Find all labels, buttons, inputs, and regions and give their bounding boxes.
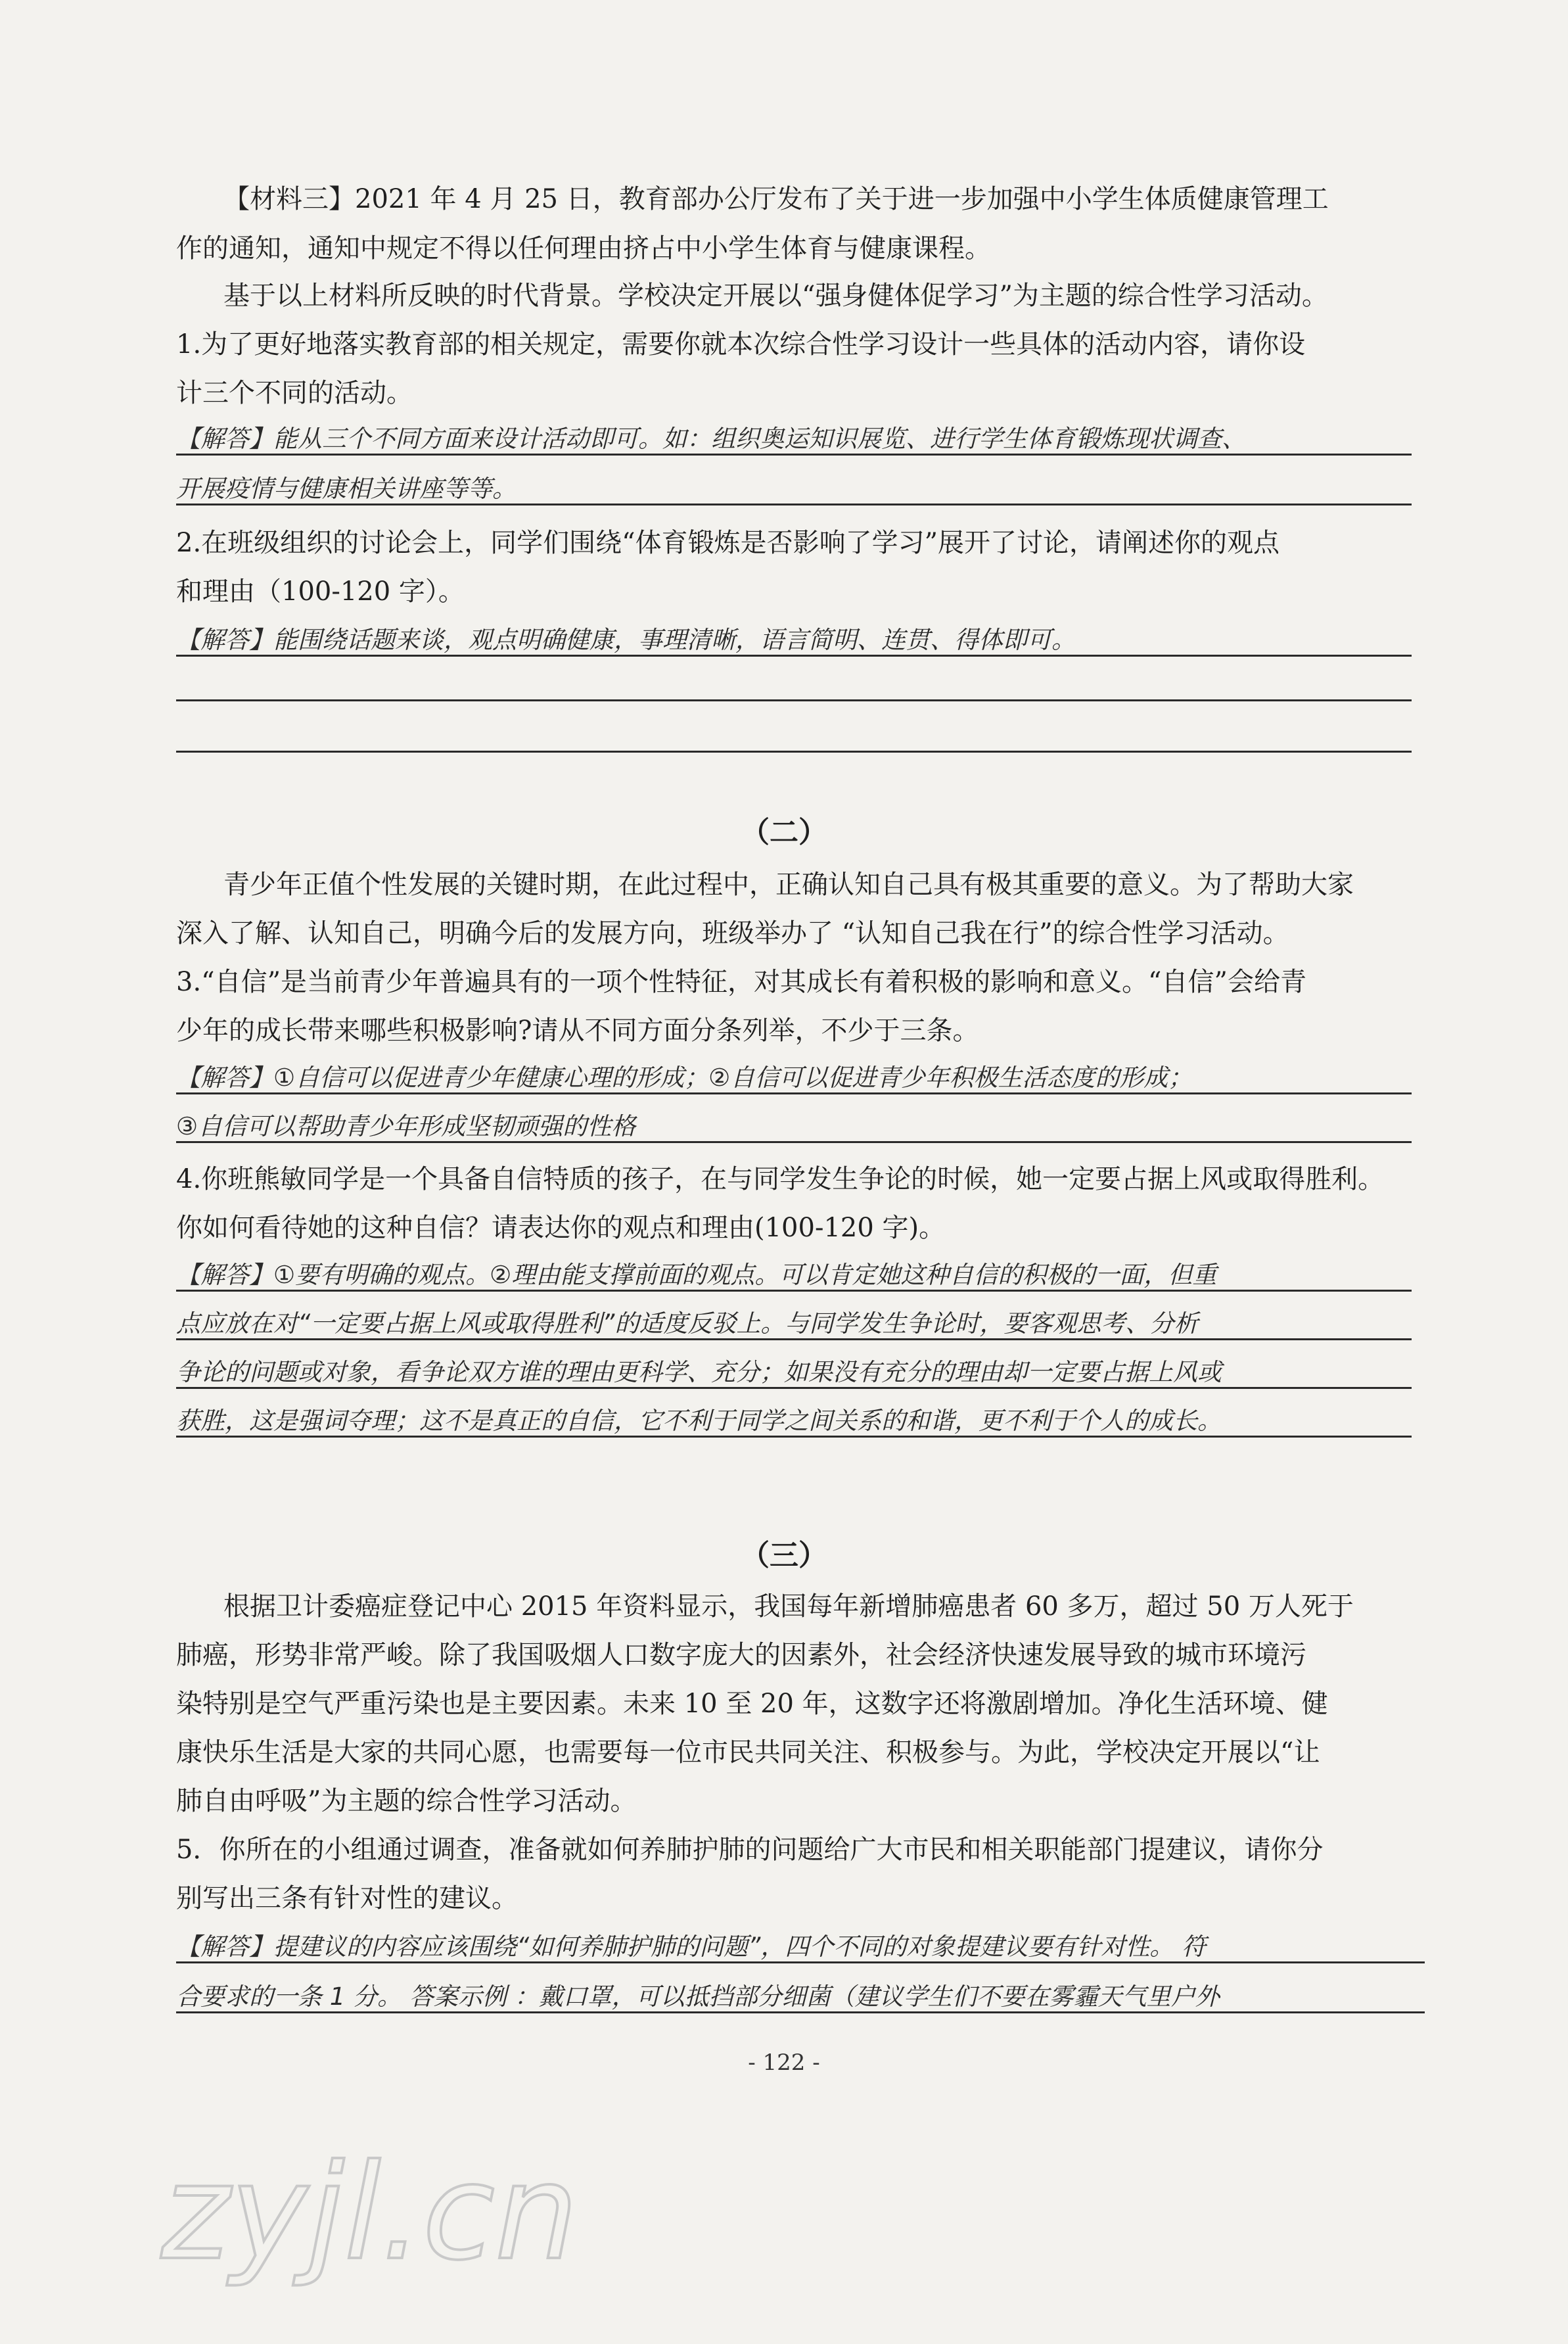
question-2-line-2: 和理由（100-120 字）。 <box>176 576 465 607</box>
question-1-line-1: 1.为了更好地落实教育部的相关规定，需要你就本次综合性学习设计一些具体的活动内容，请你设 <box>176 329 1306 360</box>
answer-underline <box>176 1338 1412 1340</box>
answer-5-line-1: 【解答】提建议的内容应该围绕“如何养肺护肺的问题”，四个不同的对象提建议要有针对性。 符 <box>176 1933 1207 1961</box>
section-3-intro-line-3: 染特别是空气严重污染也是主要因素。未来 10 至 20 年，这数字还将激剧增加。净化生活环境、健 <box>176 1689 1328 1719</box>
section-3-intro-line-4: 康快乐生活是大家的共同心愿，也需要每一位市民共同关注、积极参与。为此，学校决定开展以“让 <box>176 1737 1320 1768</box>
background-paragraph: 基于以上材料所反映的时代背景。学校决定开展以“强身健体促学习”为主题的综合性学习活动。 <box>223 281 1328 311</box>
answer-underline <box>176 454 1412 456</box>
watermark-text: zyjl.cn <box>161 2136 578 2289</box>
question-4-line-2: 你如何看待她的这种自信？请表达你的观点和理由(100-120 字)。 <box>176 1213 946 1243</box>
question-3-line-2: 少年的成长带来哪些积极影响?请从不同方面分条列举，不少于三条。 <box>176 1016 979 1046</box>
answer-underline <box>176 2011 1425 2013</box>
answer-underline <box>176 1961 1425 1963</box>
answer-underline <box>176 1436 1412 1438</box>
answer-1-line-1: 【解答】能从三个不同方面来设计活动即可。如：组织奥运知识展览、进行学生体育锻炼现状调查、 <box>176 425 1246 453</box>
section-3-intro-line-2: 肺癌，形势非常严峻。除了我国吸烟人口数字庞大的因素外，社会经济快速发展导致的城市环境污 <box>176 1640 1306 1670</box>
section-3-heading: （三） <box>741 1539 827 1572</box>
answer-2-line-1: 【解答】能围绕话题来谈，观点明确健康，事理清晰，语言简明、连贯、得体即可。 <box>176 626 1076 654</box>
watermark-logo <box>154 2133 693 2291</box>
section-3-intro-line-5: 肺自由呼吸”为主题的综合性学习活动。 <box>176 1786 637 1816</box>
question-1-line-2: 计三个不同的活动。 <box>176 378 413 408</box>
answer-4-line-3: 争论的问题或对象，看争论双方谁的理由更科学、充分；如果没有充分的理由却一定要占据上风或 <box>176 1358 1222 1386</box>
section-2-intro-line-1: 青少年正值个性发展的关键时期，在此过程中，正确认知自己具有极其重要的意义。为了帮助大家 <box>223 870 1354 900</box>
question-5-line-2: 别写出三条有针对性的建议。 <box>176 1883 518 1913</box>
answer-4-line-1: 【解答】①要有明确的观点。②理由能支撑前面的观点。可以肯定她这种自信的积极的一面，但重 <box>176 1261 1217 1289</box>
answer-underline <box>176 1290 1412 1292</box>
blank-answer-line <box>176 751 1412 753</box>
answer-underline <box>176 504 1412 505</box>
answer-underline <box>176 1387 1412 1389</box>
answer-underline <box>176 655 1412 657</box>
question-4-line-1: 4.你班熊敏同学是一个具备自信特质的孩子，在与同学发生争论的时候，她一定要占据上风或取得胜利。 <box>176 1164 1385 1194</box>
question-2-line-1: 2.在班级组织的讨论会上，同学们围绕“体育锻炼是否影响了学习”展开了讨论，请阐述你的观点 <box>176 528 1280 558</box>
answer-1-line-2: 开展疫情与健康相关讲座等等。 <box>176 475 517 503</box>
material3-line-1: 【材料三】2021 年 4 月 25 日，教育部办公厅发布了关于进一步加强中小学生体质健康管理工 <box>223 184 1329 214</box>
page-number: - 122 - <box>748 2050 820 2076</box>
answer-5-line-2: 合要求的一条 1 分。 答案示例 ：戴口罩，可以抵挡部分细菌（建议学生们不要在雾霾天气里户外 <box>176 1982 1220 2011</box>
material3-line-2: 作的通知，通知中规定不得以任何理由挤占中小学生体育与健康课程。 <box>176 233 991 264</box>
question-5-line-1: 5．你所在的小组通过调查，准备就如何养肺护肺的问题给广大市民和相关职能部门提建议，请你分 <box>176 1835 1324 1865</box>
blank-answer-line <box>176 699 1412 701</box>
answer-3-line-2: ③自信可以帮助青少年形成坚韧顽强的性格 <box>176 1112 636 1140</box>
answer-underline <box>176 1092 1412 1094</box>
answer-4-line-4: 获胜，这是强词夺理；这不是真正的自信，它不利于同学之间关系的和谐，更不利于个人的成长。 <box>176 1407 1222 1435</box>
answer-underline <box>176 1141 1412 1143</box>
section-2-heading: （二） <box>741 816 827 849</box>
question-3-line-1: 3.“自信”是当前青少年普遍具有的一项个性特征，对其成长有着积极的影响和意义。“自信”会给青 <box>176 967 1306 997</box>
answer-3-line-1: 【解答】①自信可以促进青少年健康心理的形成；②自信可以促进青少年积极生活态度的形成； <box>176 1064 1193 1092</box>
answer-4-line-2: 点应放在对“一定要占据上风或取得胜利”的适度反驳上。与同学发生争论时，要客观思考、分析 <box>176 1309 1199 1338</box>
section-3-intro-line-1: 根据卫计委癌症登记中心 2015 年资料显示，我国每年新增肺癌患者 60 多万，超过 50 万人死于 <box>223 1591 1354 1622</box>
section-2-intro-line-2: 深入了解、认知自己，明确今后的发展方向，班级举办了 “认知自己我在行”的综合性学习活动。 <box>176 918 1289 949</box>
